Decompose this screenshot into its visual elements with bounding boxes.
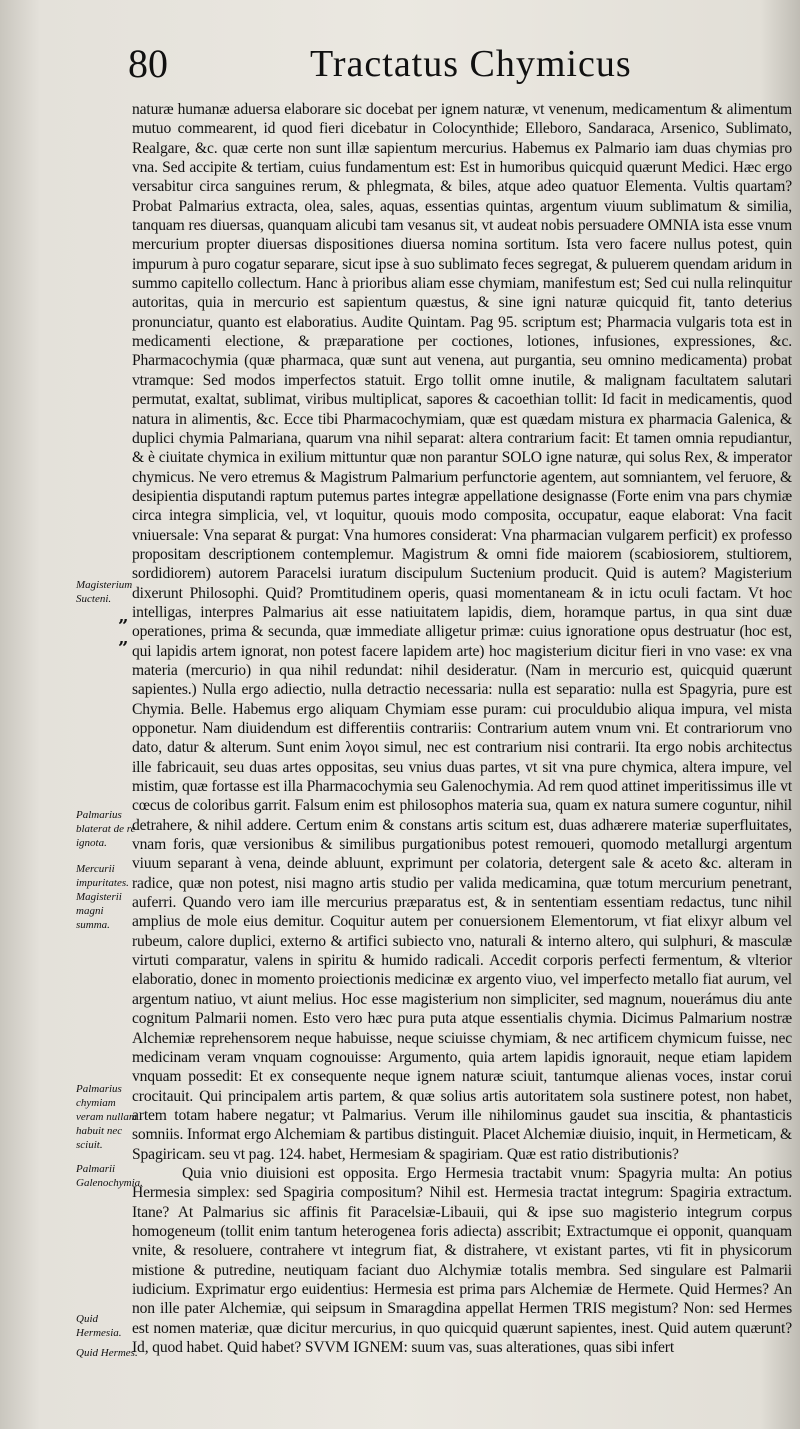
margin-note: Quid Hermesia. xyxy=(76,1313,122,1339)
body-text xyxy=(132,100,792,1357)
margin-note: Palmarii Galenochymia. xyxy=(76,1163,143,1189)
margin-note: Magisterium Sucteni. xyxy=(76,579,133,605)
margin-note: Mercurii impuritates. xyxy=(76,863,129,889)
margin-note: Palmarius chymiam veram nullam habuit nec sciuit. xyxy=(76,1083,137,1151)
page-header xyxy=(120,40,780,100)
running-title: Tractatus Chymicus xyxy=(310,43,632,85)
quote-mark: ” xyxy=(118,616,129,637)
page-number: 80 xyxy=(128,41,168,86)
margin-note: Palmarius blaterat de re ignota. xyxy=(76,809,136,849)
paragraph: Quia vnio diuisioni est opposita. Ergo Hermesia tractabit vnum: Spagyria multa: An potius Hermesia simplex: sed Spagiria compositum? Nihil est. Hermesia tractat integrum: Spagiria extractum. Itane? At Palmarius sic affinis fit Paracelsiæ-Libauii, qui & ipse suo magisterio integrum corpus homogeneum (tollit enim tantum heterogenea foris adiecta) asscribit; Extractumque ei opponit, quanquam vnite, & resoluere, contrahere vt integrum fiat, & distrahere, vt existant partes, vti fit in physicorum mistione & putredine, neutiquam faciant duo Alchymiæ totalis membra. Sed singulare est Palmarii iudicium. Exprimatur ergo euidentius: Hermesia est prima pars Alchemiæ de Hermete. Quid Hermes? An non ille pater Alchemiæ, qui seipsum in Smaragdina appellat Hermen TRIS megistum? Non: sed Hermes est nomen materiæ, quæ dicitur mercurius, in quo quicquid quærunt sapientes, inest. Quid autem quærunt? Id, quod habet. Quid habet? SVVM IGNEM: suum vas, suas alterationes, quas sibi infert xyxy=(132,1164,792,1356)
quote-mark: ” xyxy=(118,638,129,659)
margin-note: Magisterii magni summa. xyxy=(76,891,122,931)
margin-note: Quid Hermes. xyxy=(76,1347,138,1359)
paragraph: naturæ humanæ aduersa elaborare sic docebat per ignem naturæ, vt venenum, medicamentum & alimentum mutuo commearent, id quod fieri dicebatur in Colocynthide; Elleboro, Sandaraca, Arsenico, Sublimato, Realgare, &c. quæ certe non sunt illæ sapientum mercurius. Habemus ex Palmario iam duas chymias pro vna. Sed accipite & tertiam, cuius fundamentum est: Est in humoribus quicquid quærunt Medici. Hæc ergo versabitur circa sanguines rerum, & phlegmata, & biles, atque adeo quatuor Elementa. Vultis quartam? Probat Palmarius extracta, olea, sales, aquas, essentias quintas, argentum viuum sublimatum & similia, tanquam res diuersas, quanquam alicubi tam vesanus sit, vt audeat nobis persuadere OMNIA ista esse vnum mercurium propter diuersas dispositiones diuersa nomina sortitum. Ista vero facere nullus potest, quin impurum à puro cogatur separare, sicut ipse à suo sublimato feces segregat, & puluerem quendam aridum in summo capitello collectum. Hanc à prioribus aliam esse chymiam, manifestum est; Sed cui nulla relinquitur autoritas, quia in mercurio est sapientum quæstus, & sine igni naturæ quicquid fit, tanto deterius pronunciatur, quanto est elaboratius. Audite Quintam. Pag 95. scriptum est; Pharmacia vulgaris tota est in medicamenti electione, & præparatione per coctiones, lotiones, infusiones, expressiones, &c. Pharmacochymia (quæ pharmaca, quæ sunt aut venena, aut purgantia, seu omnino medicamenta) probat vtramque: Sed modos imperfectos statuit. Ergo tollit omne inutile, & malignam facultatem salutari permutat, exaltat, sublimat, viribus multiplicat, sapores & cacoethian tollit: Id facit in medicamentis, quod natura in alimentis, &c. Ecce tibi Pharmacochymiam, quæ est quædam mistura ex pharmacia Galenica, & duplici chymia Palmariana, quarum vna nihil separat: altera contrarium facit: Et tamen omnia repudiantur, & è ciuitate chymica in exilium mittuntur quæ non parantur SOLO igne naturæ, qui solus Rex, & imperator chymicus. Ne vero etremus & Magistrum Palmarium perfunctorie agentem, aut somniantem, vel feruore, & desipientia disputandi raptum putemus partes integræ appellatione designasse (Forte enim vna pars chymiæ circa integra simplicia, vel, vt loquitur, quouis modo composita, occupatur, eaque elaborat: Vna facit vniuersale: Vna separat & purgat: Vna humores considerat: Vna pharmacian vulgarem perficit) ex professo propositam descriptionem contemplemur. Magistrum & omni fide maiorem (scabiosiorem, stultiorem, sordidiorem) autorem Paracelsi iuratum discipulum Suctenium producit. Quid is autem? Magisterium dixerunt Philosophi. Quid? Promtitudinem operis, quasi momentaneam & in ictu oculi factam. Vt hoc intelligas, interpres Palmarius ait esse natiuitatem lapidis, diem, horamque partus, in qua sint duæ operationes, prima & secunda, quæ immediate alligetur primæ: cuius ignoratione opus destruatur (hoc est, qui lapidis artem ignorat, non potest facere lapidem arte) hoc magisterium dicitur fieri in vno vase: ex vna materia (mercurio) in qua nihil redundat: nihil desideratur. (Nam in mercurio est, quicquid quærunt sapientes.) Nulla ergo adiectio, nulla detractio necessaria: nulla est separatio: nulla est Spagyria, pure est Chymia. Belle. Habemus ergo aliquam Chymiam esse puram: cui proculdubio aliqua impura, vel mista opponetur. Nam diuidendum est differentiis contrariis: Contrarium autem vnum vni. Et contrariorum vno dato, datur & alterum. Sunt enim λογοι simul, nec est contrarium nisi contrarii. Ita ergo nobis architectus ille fabricauit, seu duas artes oppositas, seu vnius duas partes, vt sit vna pure chymica, altera impure, vel mistim, quæ fortasse est illa Pharmacochymia seu Galenochymia. Ad rem quod attinet imperitissimus ille vt cœcus de coloribus garrit. Falsum enim est philosophos materia sua, quam ex natura sumere coguntur, nihil detrahere, & nihil addere. Certum enim & constans artis scitum est, duas adhærere materiæ superfluitates, vnam foris, quæ versionibus & similibus purgationibus potest remoueri, quomodo metallurgi argentum viuum separant à vena, deinde abluunt, exprimunt per colatoria, detergent sale & aceto &c. alteram in radice, quæ non potest, nisi magno artis studio per valida medicamina, quæ totum mercurium penetrant, auferri. Quando vero iam ille mercurius præparatus est, & in sententiam essentiam redactus, tunc nihil amplius de mole eius demitur. Coquitur autem per conuersionem Elementorum, vt fiat elixyr album vel rubeum, calore duplici, externo & artifici subiecto vno, naturali & interno altero, qui sulphuri, & masculæ virtuti comparatur, valens in spiritu & humido radicali. Accedit corporis perfecti fermentum, & vlterior elaboratio, donec in momento proiectionis medicinæ ex argento viuo, vel imperfecto metallo fiat aurum, vel argentum natiuo, vt aiunt melius. Hoc esse magisterium non simpliciter, sed magnum, nouerámus diu ante cognitum Palmarii nomen. Esto vero hæc pura puta atque essentialis chymia. Dicimus Palmarium nostræ Alchemiæ reprehensorem neque habuisse, neque sciuisse chymiam, & nec artificem chymicum fuisse, nec medicinam veram vnquam cognouisse: Argumento, quia artem lapidis ignorauit, neque etiam lapidem vnquam possedit: Et ex consequente neque ignem naturæ sciuit, tantumque alienas voces, instar corui crocitauit. Qui principalem artis partem, & quæ solius artis autoritatem sola sustinere potest, non habet, artem totam habere negatur; vt Palmarius. Verum ille nihilominus gaudet sua inscitia, & phantasticis somniis. Informat ergo Alchemiam & partibus distinguit. Placet Alchemiæ diuisio, inquit, in Hermeticam, & Spagiricam. seu vt pag. 124. habet, Hermesiam & spagiriam. Quæ est ratio distributionis? xyxy=(132,101,792,1163)
